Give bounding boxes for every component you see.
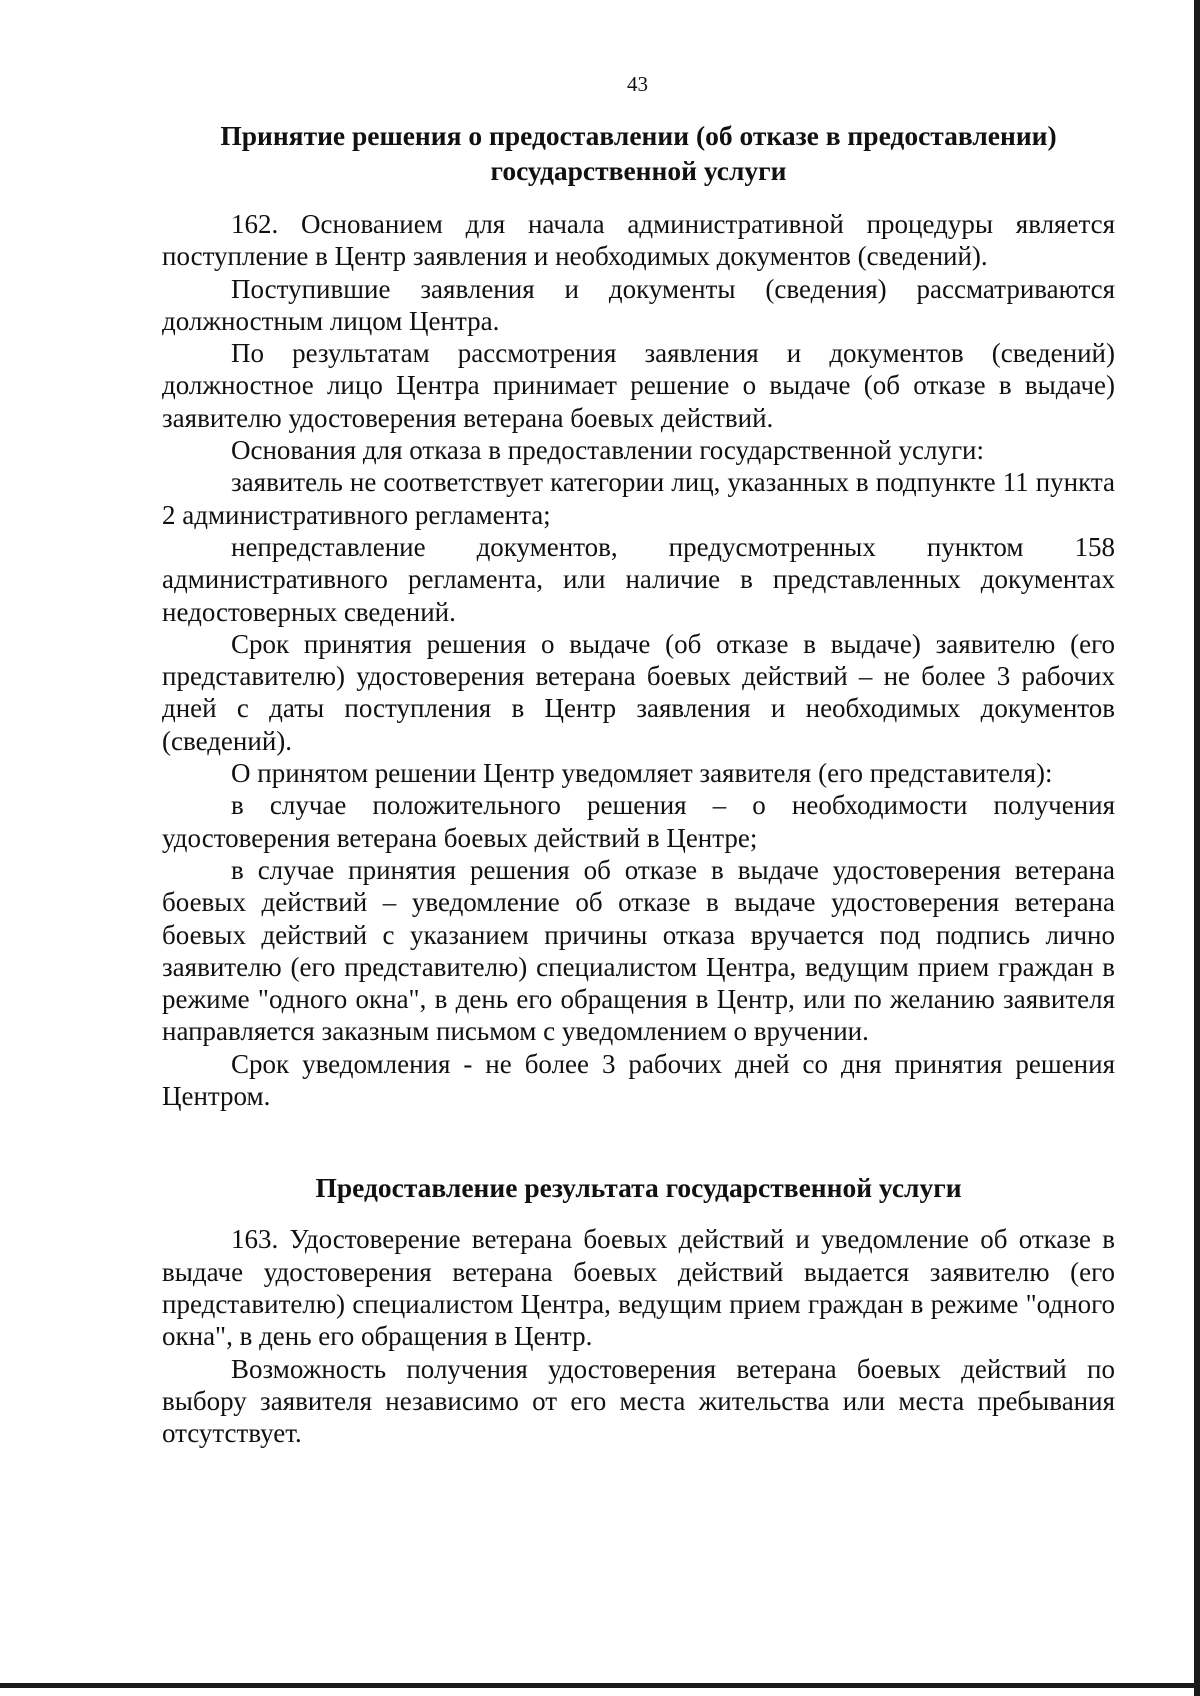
paragraph: Основания для отказа в предоставлении государственной услуги: (231, 435, 984, 466)
paragraph: непредставление документов, предусмотренных пунктом 158 административного регламента, или наличие в представленных документах недостоверных сведений. (162, 531, 1115, 627)
paragraph: Срок уведомления - не более 3 рабочих дней со дня принятия решения Центром. (162, 1048, 1115, 1112)
section-heading-result: Предоставление результата государственной услуги (315, 1172, 962, 1204)
paragraph: 162. Основанием для начала административной процедуры является поступление в Центр заявления и необходимых документов (сведений). (162, 209, 1115, 272)
section-heading-decision: Принятие решения о предоставлении (об отказе в предоставлении) государственной услуги (220, 120, 1057, 186)
paragraph: Срок принятия решения о выдаче (об отказе в выдаче) заявителю (его представителю) удостоверения ветерана боевых действий – не более 3 рабочих дней с даты поступления в Центр заявления и необходимых документов (сведений). (162, 628, 1115, 756)
page-number: 43 (627, 72, 648, 96)
paragraph: в случае положительного решения – о необходимости получения удостоверения ветерана боевых действий в Центре; (162, 790, 1115, 853)
section-decision (162, 208, 1115, 1112)
paragraph: О принятом решении Центр уведомляет заявителя (его представителя): (231, 758, 1053, 789)
scan-edge-bottom (0, 1683, 1200, 1688)
paragraph: заявитель не соответствует категории лиц, указанных в подпункте 11 пункта 2 административного регламента; (162, 467, 1115, 530)
section-result (162, 1223, 1115, 1449)
paragraph: По результатам рассмотрения заявления и документов (сведений) должностное лицо Центра принимает решение о выдаче (об отказе в выдаче) заявителю удостоверения ветерана боевых действий. (162, 338, 1115, 433)
scan-edge-right (1194, 0, 1200, 1696)
document-body (162, 118, 1115, 1449)
paragraph: Поступившие заявления и документы (сведения) рассматриваются должностным лицом Центра. (162, 273, 1115, 336)
paragraph: в случае принятия решения об отказе в выдаче удостоверения ветерана боевых действий – уведомление об отказе в выдаче удостоверения ветерана боевых действий с указанием причины отказа вручается под подпись лично заявителю (его представителю) специалистом Центра, ведущим прием граждан в режиме "одного окна", в день его обращения в Центр, или по желанию заявителя направляется заказным письмом с уведомлением о вручении. (162, 854, 1115, 1047)
paragraph: Возможность получения удостоверения ветерана боевых действий по выбору заявителя независимо от его места жительства или места пребывания отсутствует. (162, 1353, 1115, 1449)
paragraph: 163. Удостоверение ветерана боевых действий и уведомление об отказе в выдаче удостоверения ветерана боевых действий выдается заявителю (его представителю) специалистом Центра, ведущим прием граждан в режиме "одного окна", в день его обращения в Центр. (162, 1224, 1115, 1352)
